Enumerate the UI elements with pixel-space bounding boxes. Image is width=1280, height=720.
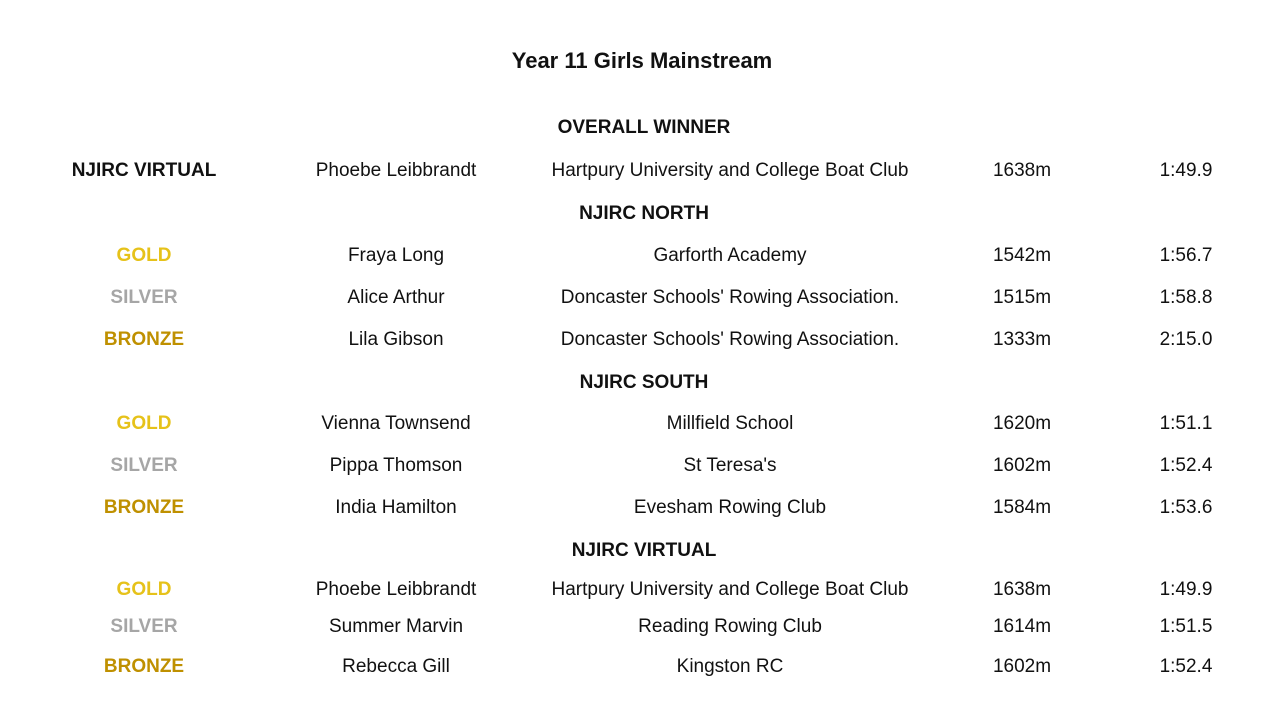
- club-name: Reading Rowing Club: [638, 616, 822, 637]
- medal-label: NJIRC VIRTUAL: [71, 160, 217, 181]
- medal-silver: SILVER: [110, 287, 178, 308]
- time: 1:58.8: [1159, 287, 1213, 308]
- athlete-name: Alice Arthur: [347, 287, 445, 308]
- result-row: [0, 245, 1280, 271]
- medal-bronze: BRONZE: [103, 497, 185, 518]
- page-title: Year 11 Girls Mainstream: [511, 48, 773, 73]
- result-row: [0, 287, 1280, 313]
- time: 2:15.0: [1159, 329, 1213, 350]
- club-name: Hartpury University and College Boat Club: [551, 579, 909, 600]
- time: 1:53.6: [1159, 497, 1213, 518]
- medal-silver: SILVER: [110, 616, 178, 637]
- club-name: Evesham Rowing Club: [633, 497, 827, 518]
- distance: 1620m: [992, 413, 1052, 434]
- time: 1:52.4: [1159, 455, 1213, 476]
- result-row: [0, 160, 1280, 186]
- result-row: [0, 579, 1280, 605]
- athlete-name: Rebecca Gill: [342, 656, 450, 677]
- club-name: Doncaster Schools' Rowing Association.: [560, 329, 900, 350]
- distance: 1584m: [992, 497, 1052, 518]
- club-name: Millfield School: [666, 413, 794, 434]
- result-row: [0, 413, 1280, 439]
- result-row: [0, 656, 1280, 682]
- time: 1:52.4: [1159, 656, 1213, 677]
- time: 1:49.9: [1159, 160, 1213, 181]
- athlete-name: Phoebe Leibbrandt: [315, 160, 477, 181]
- athlete-name: India Hamilton: [335, 497, 457, 518]
- distance: 1542m: [992, 245, 1052, 266]
- medal-gold: GOLD: [116, 413, 172, 434]
- time: 1:56.7: [1159, 245, 1213, 266]
- club-name: St Teresa's: [683, 455, 777, 476]
- distance: 1333m: [992, 329, 1052, 350]
- section-heading-south: NJIRC SOUTH: [579, 372, 709, 393]
- medal-bronze: BRONZE: [103, 329, 185, 350]
- athlete-name: Phoebe Leibbrandt: [315, 579, 477, 600]
- result-row: [0, 616, 1280, 642]
- section-heading-overall: OVERALL WINNER: [557, 117, 731, 138]
- distance: 1614m: [992, 616, 1052, 637]
- athlete-name: Lila Gibson: [348, 329, 444, 350]
- result-row: [0, 329, 1280, 355]
- athlete-name: Vienna Townsend: [321, 413, 471, 434]
- athlete-name: Fraya Long: [347, 245, 445, 266]
- medal-silver: SILVER: [110, 455, 178, 476]
- section-heading-virtual: NJIRC VIRTUAL: [571, 540, 717, 561]
- club-name: Garforth Academy: [653, 245, 807, 266]
- medal-bronze: BRONZE: [103, 656, 185, 677]
- medal-gold: GOLD: [116, 245, 172, 266]
- time: 1:51.1: [1159, 413, 1213, 434]
- distance: 1602m: [992, 656, 1052, 677]
- result-row: [0, 455, 1280, 481]
- club-name: Kingston RC: [676, 656, 784, 677]
- club-name: Hartpury University and College Boat Club: [551, 160, 909, 181]
- time: 1:51.5: [1159, 616, 1213, 637]
- distance: 1638m: [992, 160, 1052, 181]
- distance: 1602m: [992, 455, 1052, 476]
- section-heading-north: NJIRC NORTH: [579, 203, 709, 224]
- athlete-name: Pippa Thomson: [329, 455, 463, 476]
- athlete-name: Summer Marvin: [328, 616, 464, 637]
- result-row: [0, 497, 1280, 523]
- club-name: Doncaster Schools' Rowing Association.: [560, 287, 900, 308]
- distance: 1638m: [992, 579, 1052, 600]
- medal-gold: GOLD: [116, 579, 172, 600]
- time: 1:49.9: [1159, 579, 1213, 600]
- distance: 1515m: [992, 287, 1052, 308]
